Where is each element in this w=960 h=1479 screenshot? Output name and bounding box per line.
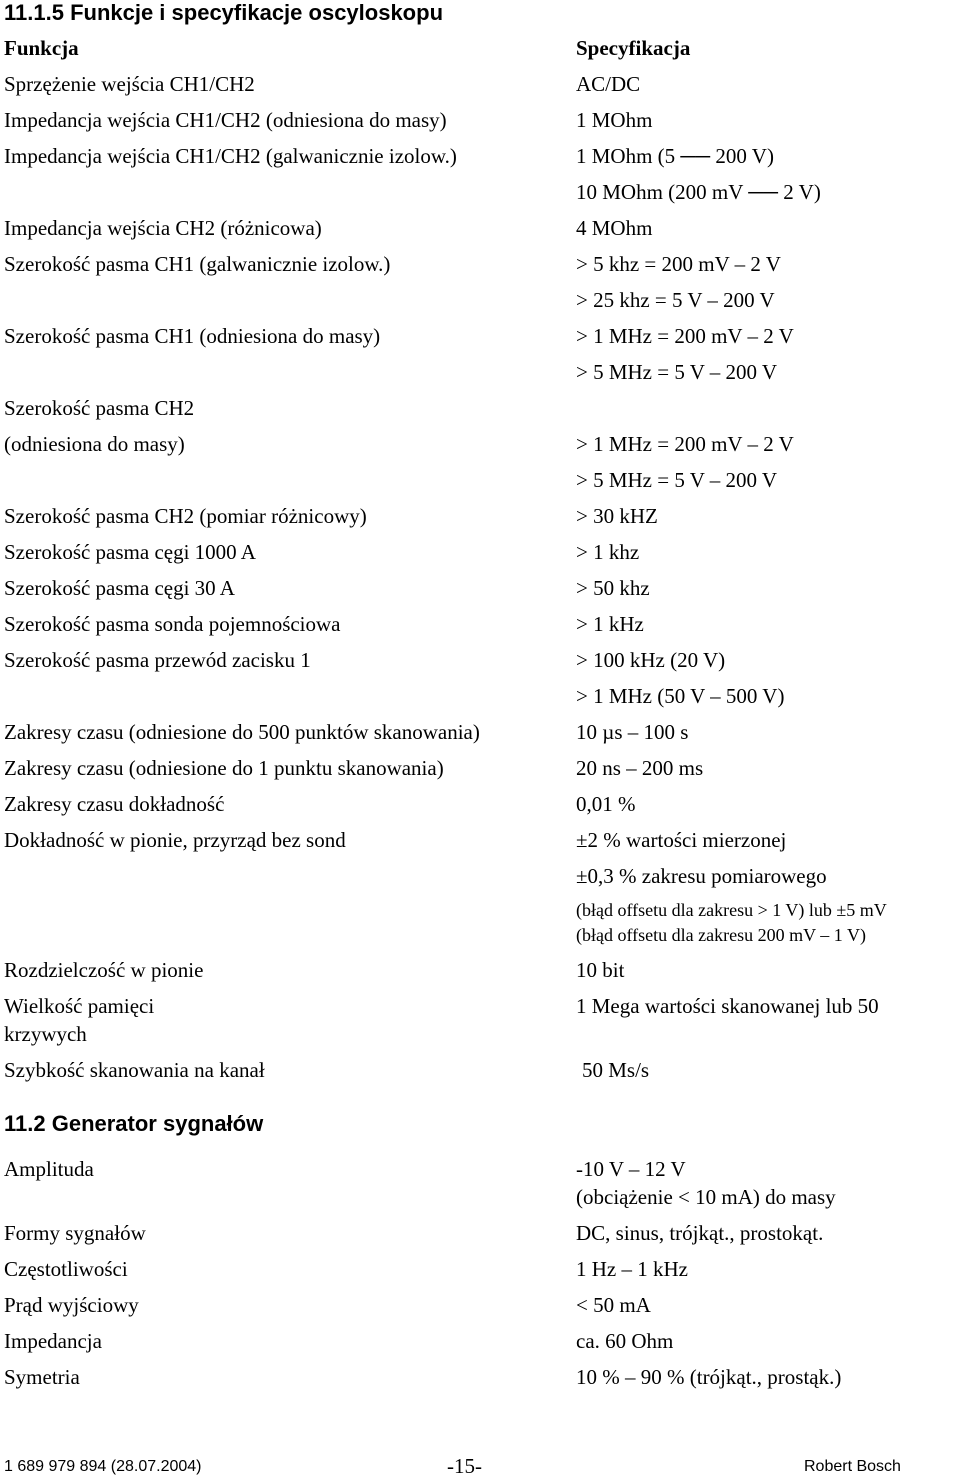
row-label: Formy sygnałów [4, 1221, 146, 1245]
row-label: Sprzężenie wejścia CH1/CH2 [4, 72, 255, 96]
row-value: 10 % – 90 % (trójkąt., prostąk.) [576, 1365, 842, 1389]
row-value: > 1 MHz = 200 mV – 2 V [576, 324, 794, 348]
row-value: < 50 mA [576, 1293, 651, 1317]
row-value: > 25 khz = 5 V – 200 V [576, 288, 775, 312]
row-label: Prąd wyjściowy [4, 1293, 139, 1317]
row-value: -10 V – 12 V [576, 1157, 686, 1181]
row-value: 10 MOhm (200 mV ── 2 V) [576, 180, 821, 204]
row-value: 0,01 % [576, 792, 636, 816]
row-value: 1 Mega wartości skanowanej lub 50 [576, 994, 879, 1018]
row-value: > 5 khz = 200 mV – 2 V [576, 252, 781, 276]
row-label: Symetria [4, 1365, 80, 1389]
row-label: Impedancja wejścia CH2 (różnicowa) [4, 216, 322, 240]
row-label: (odniesiona do masy) [4, 432, 185, 456]
row-label: Dokładność w pionie, przyrząd bez sond [4, 828, 346, 852]
row-value: > 50 khz [576, 576, 650, 600]
row-value: ca. 60 Ohm [576, 1329, 674, 1353]
section-title-generator: 11.2 Generator sygnałów [4, 1111, 264, 1136]
row-value: > 5 MHz = 5 V – 200 V [576, 360, 778, 384]
row-label: Impedancja wejścia CH1/CH2 (odniesiona do masy) [4, 108, 447, 132]
row-value: > 30 kHZ [576, 504, 658, 528]
footer-page-number: -15- [447, 1454, 482, 1478]
row-value: > 5 MHz = 5 V – 200 V [576, 468, 778, 492]
row-label: Amplituda [4, 1157, 94, 1181]
row-label: Szerokość pasma CH2 (pomiar różnicowy) [4, 504, 367, 528]
row-label: Szerokość pasma przewód zacisku 1 [4, 648, 311, 672]
row-value: 10 bit [576, 958, 625, 982]
row-label: Rozdzielczość w pionie [4, 958, 204, 982]
row-label: Wielkość pamięci [4, 994, 155, 1018]
row-label: Zakresy czasu (odniesione do 500 punktów skanowania) [4, 720, 480, 744]
row-label: Szerokość pasma CH1 (galwanicznie izolow.) [4, 252, 391, 276]
row-label: Szybkość skanowania na kanał [4, 1058, 265, 1082]
row-label: Impedancja wejścia CH1/CH2 (galwanicznie izolow.) [4, 144, 457, 168]
footer-company: Robert Bosch [804, 1458, 901, 1475]
row-value: ±0,3 % zakresu pomiarowego [576, 864, 827, 888]
row-value: 4 MOhm [576, 216, 653, 240]
row-label: Szerokość pasma cęgi 1000 A [4, 540, 256, 564]
header-specification: Specyfikacja [576, 36, 691, 60]
row-label: Szerokość pasma cęgi 30 A [4, 576, 235, 600]
header-function: Funkcja [4, 36, 79, 60]
row-label: Zakresy czasu (odniesione do 1 punktu skanowania) [4, 756, 444, 780]
row-label: krzywych [4, 1022, 87, 1046]
row-value: > 100 kHz (20 V) [576, 648, 726, 672]
row-label: Szerokość pasma CH1 (odniesiona do masy) [4, 324, 381, 348]
row-value: > 1 MHz = 200 mV – 2 V [576, 432, 794, 456]
footer-doc-number: 1 689 979 894 (28.07.2004) [4, 1458, 202, 1475]
row-value: (błąd offsetu dla zakresu > 1 V) lub ±5 mV [576, 900, 887, 920]
row-value: 10 µs – 100 s [576, 720, 689, 744]
row-value: 1 Hz – 1 kHz [576, 1257, 688, 1281]
row-value: 1 MOhm [576, 108, 653, 132]
row-value: > 1 kHz [576, 612, 644, 636]
row-value: > 1 khz [576, 540, 640, 564]
row-label: Zakresy czasu dokładność [4, 792, 225, 816]
row-label: Szerokość pasma sonda pojemnościowa [4, 612, 341, 636]
row-label: Impedancja [4, 1329, 102, 1353]
row-value: (obciążenie < 10 mA) do masy [576, 1185, 836, 1209]
section-title-oscilloscope: 11.1.5 Funkcje i specyfikacje oscyloskopu [4, 0, 444, 25]
row-value: 50 Ms/s [582, 1058, 650, 1082]
row-value: 20 ns – 200 ms [576, 756, 704, 780]
row-label: Częstotliwości [4, 1257, 128, 1281]
row-label: Szerokość pasma CH2 [4, 396, 195, 420]
row-value: (błąd offsetu dla zakresu 200 mV – 1 V) [576, 925, 866, 945]
row-value: ±2 % wartości mierzonej [576, 828, 787, 852]
row-value: DC, sinus, trójkąt., prostokąt. [576, 1221, 824, 1245]
row-value: > 1 MHz (50 V – 500 V) [576, 684, 785, 708]
row-value: 1 MOhm (5 ── 200 V) [576, 144, 774, 168]
row-value: AC/DC [576, 72, 641, 96]
